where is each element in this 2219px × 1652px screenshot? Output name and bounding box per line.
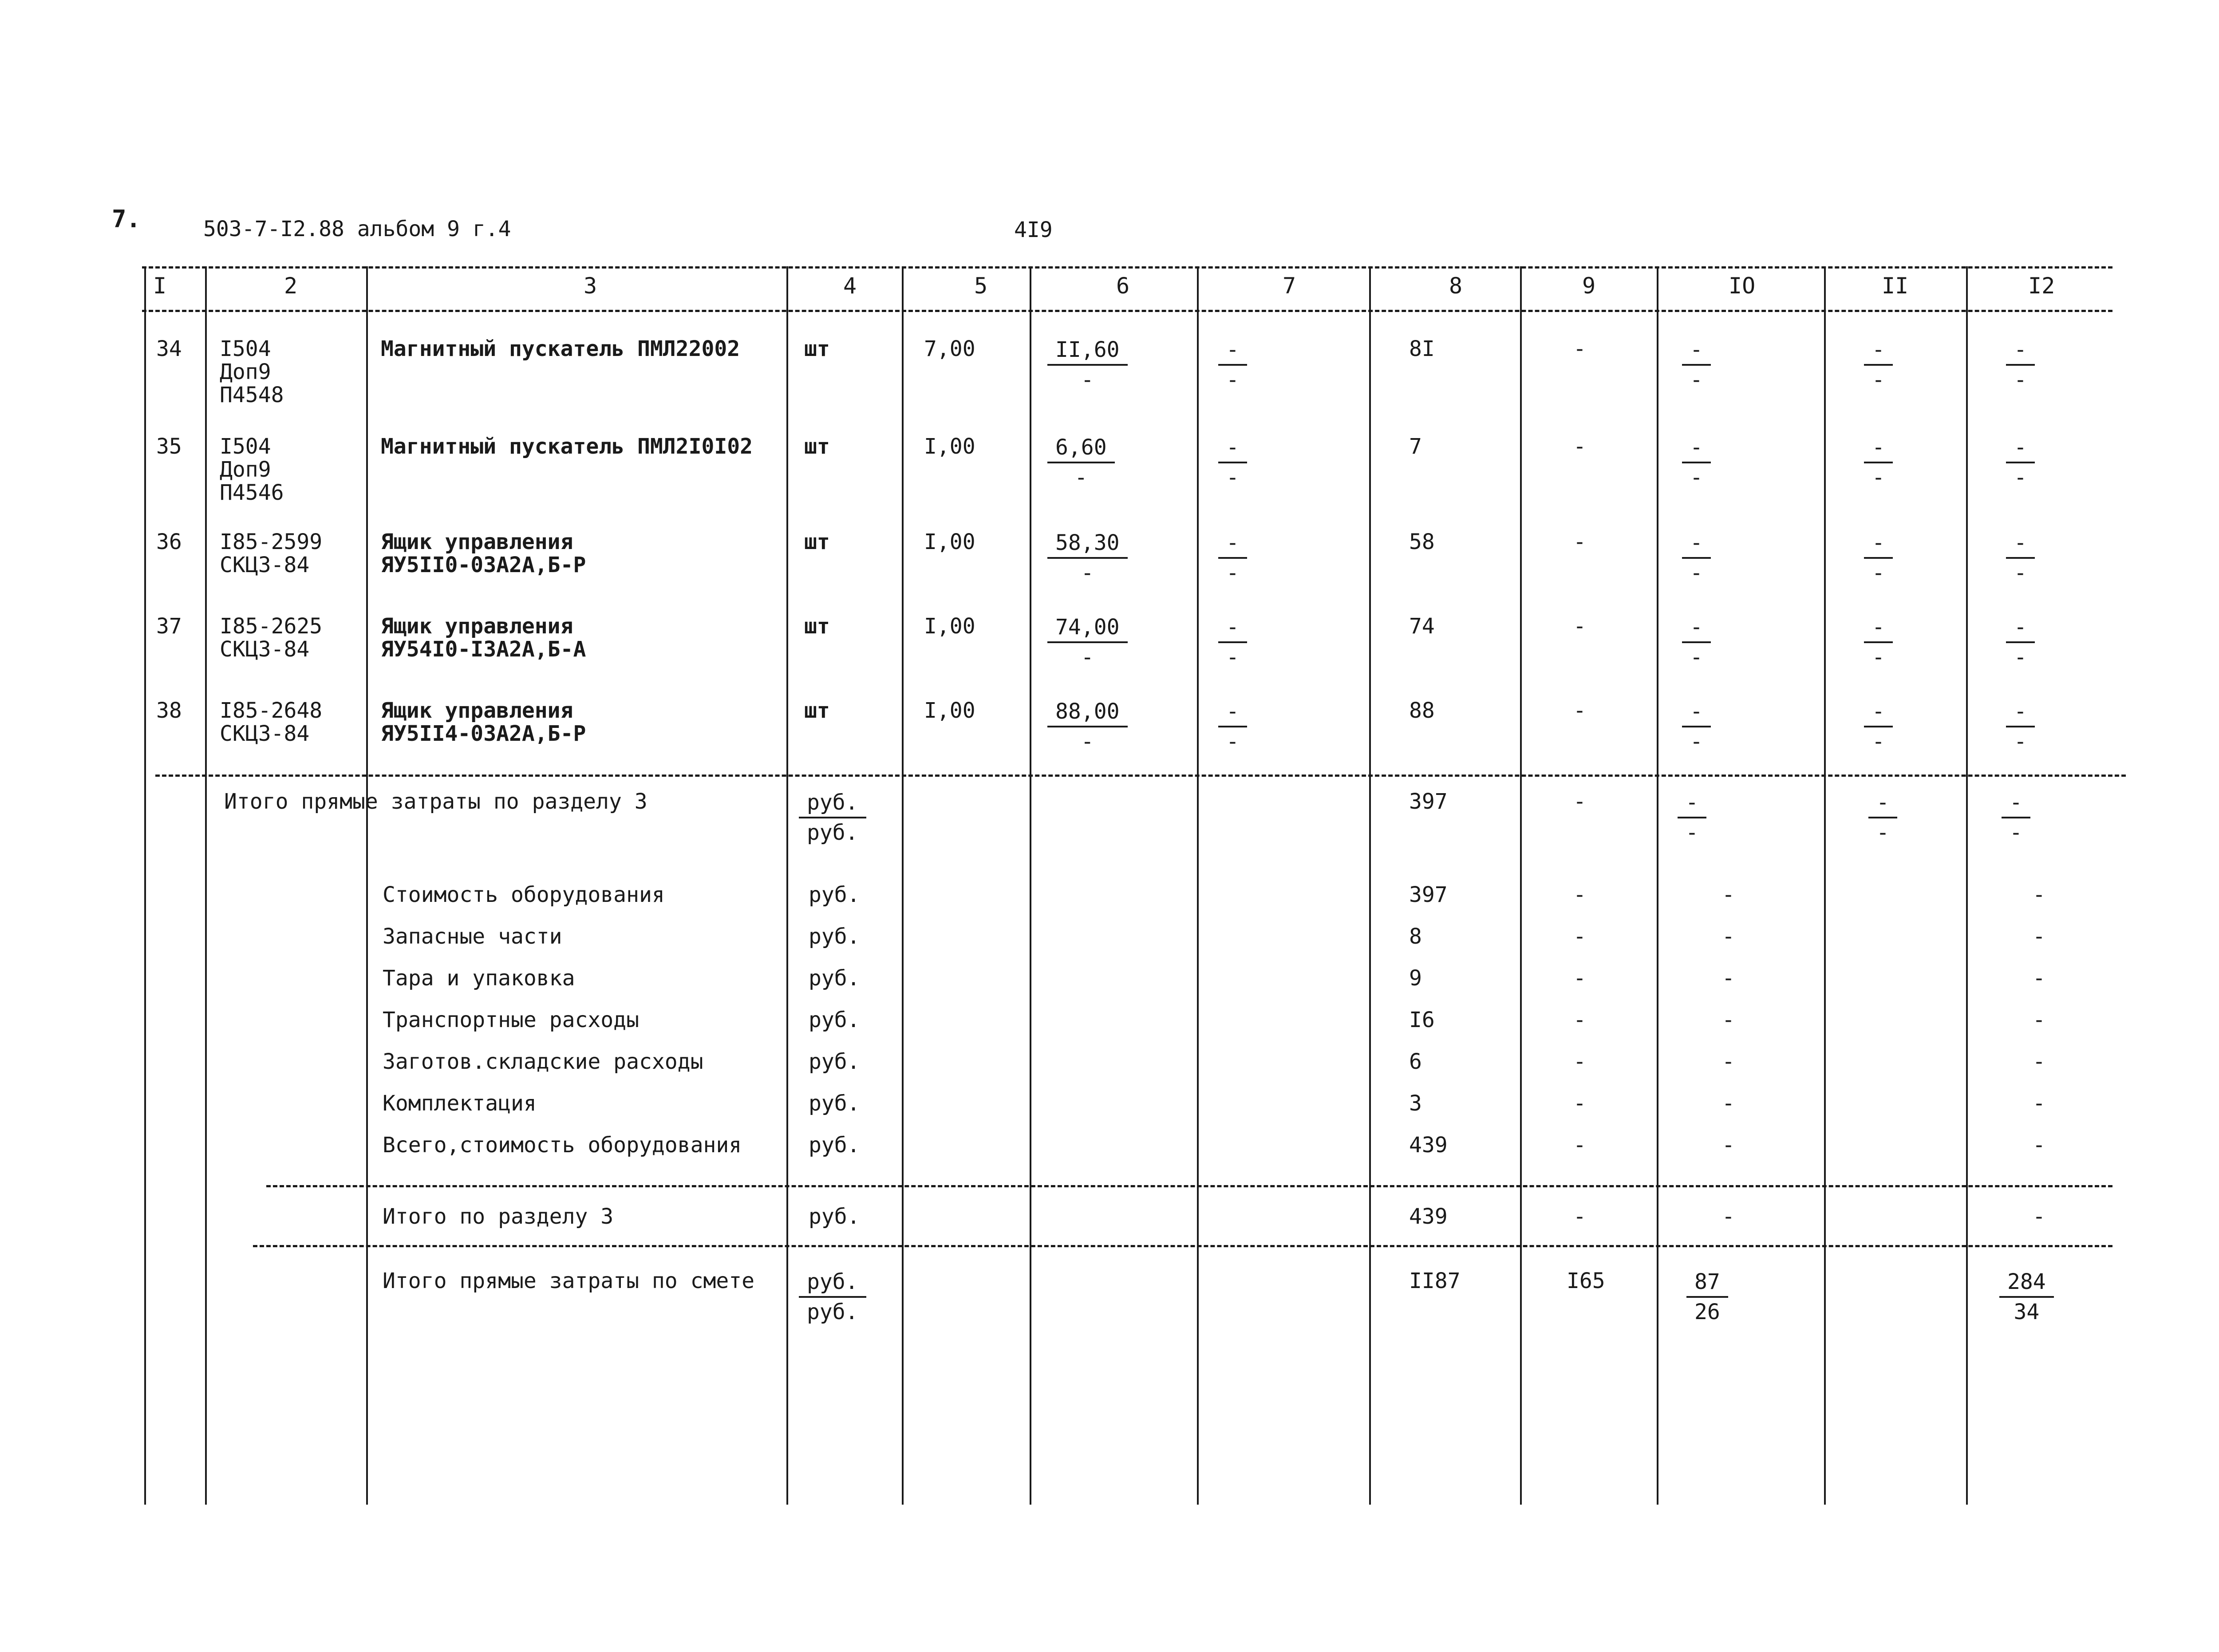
equipment-unit: руб. xyxy=(809,1133,860,1158)
row-c11-den: - xyxy=(1872,465,1885,490)
equipment-c10: - xyxy=(1722,882,1735,907)
row-c11 xyxy=(1864,337,1893,392)
row-c12-den: - xyxy=(2014,368,2027,392)
row-c8: 74 xyxy=(1409,614,1435,639)
col-border-10 xyxy=(1824,266,1826,1505)
column-header-1: I xyxy=(153,273,167,299)
page-mark: 7. xyxy=(112,205,141,233)
equipment-c9: - xyxy=(1573,1091,1586,1116)
section-total-unit: руб. xyxy=(809,1204,860,1229)
row-unit: шт xyxy=(804,698,830,723)
subtotal-c11-num: - xyxy=(1868,790,1897,818)
equipment-c8: 3 xyxy=(1409,1091,1422,1116)
row-c11-den: - xyxy=(1872,561,1885,585)
row-price-den: - xyxy=(1081,561,1094,585)
equipment-label: Комплектация xyxy=(383,1091,537,1116)
row-c7 xyxy=(1218,530,1247,585)
row-c9: - xyxy=(1573,434,1586,459)
subtotal-c12 xyxy=(2002,790,2030,845)
grand-total-c10-den: 26 xyxy=(1694,1300,1720,1324)
equipment-c12: - xyxy=(2033,924,2045,949)
row-c12-den: - xyxy=(2014,561,2027,585)
row-c8: 7 xyxy=(1409,434,1422,459)
row-price-den: - xyxy=(1081,729,1094,754)
row-price xyxy=(1047,337,1128,392)
subtotal-c11-den: - xyxy=(1876,820,1889,845)
row-c10 xyxy=(1682,699,1711,754)
row-c12-num: - xyxy=(2006,615,2035,643)
equipment-c8: I6 xyxy=(1409,1008,1435,1032)
row-c10 xyxy=(1682,435,1711,490)
row-price xyxy=(1047,435,1115,490)
row-c10 xyxy=(1682,615,1711,670)
equipment-c10: - xyxy=(1722,924,1735,949)
row-name: Ящик управления ЯУ5II4-03А2А,Б-Р xyxy=(381,698,586,746)
row-c11-num: - xyxy=(1864,337,1893,366)
equipment-label: Заготов.складские расходы xyxy=(383,1049,703,1074)
subtotal-c12-num: - xyxy=(2002,790,2030,818)
column-header-5: 5 xyxy=(974,273,988,299)
row-c11 xyxy=(1864,699,1893,754)
subtotal-c8: 397 xyxy=(1409,789,1448,814)
row-c12-num: - xyxy=(2006,435,2035,463)
equipment-c8: 397 xyxy=(1409,882,1448,907)
items-bottom-border xyxy=(155,775,2126,777)
row-price-num: 74,00 xyxy=(1047,615,1128,643)
row-c7-num: - xyxy=(1218,337,1247,366)
row-qty: I,00 xyxy=(924,698,975,723)
row-price-den: - xyxy=(1081,368,1094,392)
row-number: 35 xyxy=(156,434,182,459)
row-c7-num: - xyxy=(1218,435,1247,463)
subtotal-c9: - xyxy=(1573,789,1586,814)
row-c11-num: - xyxy=(1864,699,1893,727)
row-qty: I,00 xyxy=(924,614,975,639)
equipment-c10: - xyxy=(1722,1008,1735,1032)
grand-total-c12 xyxy=(1999,1269,2054,1324)
grand-total-c8: II87 xyxy=(1409,1269,1461,1293)
row-c11-num: - xyxy=(1864,615,1893,643)
row-c7 xyxy=(1218,699,1247,754)
subtotal-unit-den: руб. xyxy=(807,820,858,845)
row-c10-den: - xyxy=(1690,561,1703,585)
equipment-c12: - xyxy=(2033,1008,2045,1032)
row-price xyxy=(1047,699,1128,754)
equipment-c9: - xyxy=(1573,882,1586,907)
row-qty: 7,00 xyxy=(924,336,975,361)
row-c11 xyxy=(1864,530,1893,585)
grand-total-unit-num: руб. xyxy=(799,1269,866,1298)
equipment-unit: руб. xyxy=(809,966,860,991)
col-border-6 xyxy=(1197,266,1199,1505)
col-border-4 xyxy=(902,266,904,1505)
row-c10 xyxy=(1682,530,1711,585)
column-header-9: 9 xyxy=(1582,273,1596,299)
row-price-num: II,60 xyxy=(1047,337,1128,366)
col-border-2 xyxy=(366,266,368,1505)
col-border-9 xyxy=(1657,266,1658,1505)
row-price xyxy=(1047,615,1128,670)
row-c10-num: - xyxy=(1682,435,1711,463)
col-border-0 xyxy=(144,266,146,1505)
column-header-4: 4 xyxy=(843,273,857,299)
subtotal-c10-num: - xyxy=(1678,790,1706,818)
equipment-c9: - xyxy=(1573,966,1586,991)
section-total-bottom-border xyxy=(253,1245,2112,1247)
equipment-unit: руб. xyxy=(809,1049,860,1074)
header-bottom-border xyxy=(142,310,2112,312)
equipment-c10: - xyxy=(1722,1133,1735,1158)
column-header-2: 2 xyxy=(284,273,298,299)
row-name: Магнитный пускатель ПМЛ22002 xyxy=(381,336,740,361)
row-name: Ящик управления ЯУ5II0-03А2А,Б-Р xyxy=(381,530,586,577)
column-header-6: 6 xyxy=(1116,273,1130,299)
row-c10-num: - xyxy=(1682,530,1711,559)
equipment-unit: руб. xyxy=(809,924,860,949)
row-c9: - xyxy=(1573,336,1586,361)
section-total-c9: - xyxy=(1573,1204,1586,1229)
equipment-c8: 8 xyxy=(1409,924,1422,949)
column-header-8: 8 xyxy=(1449,273,1463,299)
row-price-num: 88,00 xyxy=(1047,699,1128,727)
subtotal-unit xyxy=(799,790,866,845)
row-unit: шт xyxy=(804,336,830,361)
equipment-c10: - xyxy=(1722,966,1735,991)
row-c12 xyxy=(2006,615,2035,670)
row-c9: - xyxy=(1573,530,1586,554)
row-qty: I,00 xyxy=(924,530,975,554)
col-border-3 xyxy=(786,266,788,1505)
row-c7-den: - xyxy=(1226,368,1239,392)
subtotal-c10 xyxy=(1678,790,1706,845)
column-header-11: II xyxy=(1882,273,1909,299)
row-c10 xyxy=(1682,337,1711,392)
row-c7-num: - xyxy=(1218,699,1247,727)
equipment-label: Транспортные расходы xyxy=(383,1008,639,1032)
row-number: 36 xyxy=(156,530,182,554)
row-c11 xyxy=(1864,615,1893,670)
grand-total-label: Итого прямые затраты по смете xyxy=(383,1269,755,1293)
row-c10-num: - xyxy=(1682,615,1711,643)
equipment-c12: - xyxy=(2033,1049,2045,1074)
subtotal-c10-den: - xyxy=(1686,820,1698,845)
row-unit: шт xyxy=(804,614,830,639)
row-c9: - xyxy=(1573,614,1586,639)
subtotal-c11 xyxy=(1868,790,1897,845)
row-c11-den: - xyxy=(1872,368,1885,392)
equipment-c9: - xyxy=(1573,1049,1586,1074)
row-c10-den: - xyxy=(1690,465,1703,490)
row-c7-den: - xyxy=(1226,729,1239,754)
document-reference: 503-7-I2.88 альбом 9 г.4 xyxy=(203,217,511,241)
row-code: I85-2648 СКЦ3-84 xyxy=(220,698,323,746)
row-code: I504 Доп9 П4548 xyxy=(220,336,284,407)
equipment-unit: руб. xyxy=(809,1008,860,1032)
row-code: I85-2625 СКЦ3-84 xyxy=(220,614,323,662)
grand-total-c10-num: 87 xyxy=(1686,1269,1728,1298)
row-c12-num: - xyxy=(2006,699,2035,727)
row-unit: шт xyxy=(804,530,830,554)
row-c12-num: - xyxy=(2006,530,2035,559)
equipment-c12: - xyxy=(2033,882,2045,907)
row-c12-den: - xyxy=(2014,645,2027,670)
row-c8: 88 xyxy=(1409,698,1435,723)
row-price xyxy=(1047,530,1128,585)
row-c7 xyxy=(1218,615,1247,670)
row-c10-num: - xyxy=(1682,699,1711,727)
equipment-label: Стоимость оборудования xyxy=(383,882,665,907)
row-c10-den: - xyxy=(1690,645,1703,670)
row-c7-num: - xyxy=(1218,530,1247,559)
row-qty: I,00 xyxy=(924,434,975,459)
row-code: I85-2599 СКЦ3-84 xyxy=(220,530,323,577)
row-c10-num: - xyxy=(1682,337,1711,366)
col-border-11 xyxy=(1966,266,1968,1505)
row-c10-den: - xyxy=(1690,368,1703,392)
row-c7-num: - xyxy=(1218,615,1247,643)
row-c7-den: - xyxy=(1226,561,1239,585)
row-c8: 8I xyxy=(1409,336,1435,361)
grand-total-c12-num: 284 xyxy=(1999,1269,2054,1298)
equipment-c10: - xyxy=(1722,1049,1735,1074)
page-number: 4I9 xyxy=(1014,217,1053,242)
row-c12-den: - xyxy=(2014,729,2027,754)
row-c12-num: - xyxy=(2006,337,2035,366)
equipment-bottom-border xyxy=(266,1185,2112,1187)
equipment-label: Тара и упаковка xyxy=(383,966,575,991)
col-border-8 xyxy=(1520,266,1522,1505)
row-unit: шт xyxy=(804,434,830,459)
column-header-7: 7 xyxy=(1283,273,1296,299)
row-price-num: 58,30 xyxy=(1047,530,1128,559)
grand-total-unit xyxy=(799,1269,866,1324)
equipment-c9: - xyxy=(1573,1008,1586,1032)
row-number: 34 xyxy=(156,336,182,361)
equipment-c10: - xyxy=(1722,1091,1735,1116)
row-c11-den: - xyxy=(1872,645,1885,670)
equipment-unit: руб. xyxy=(809,882,860,907)
row-number: 38 xyxy=(156,698,182,723)
section-total-c8: 439 xyxy=(1409,1204,1448,1229)
subtotal-unit-num: руб. xyxy=(799,790,866,818)
row-price-den: - xyxy=(1081,645,1094,670)
row-code: I504 Доп9 П4546 xyxy=(220,434,284,505)
row-c12 xyxy=(2006,530,2035,585)
grand-total-c10 xyxy=(1686,1269,1728,1324)
equipment-c12: - xyxy=(2033,1133,2045,1158)
column-header-10: IO xyxy=(1729,273,1756,299)
equipment-c12: - xyxy=(2033,1091,2045,1116)
column-header-12: I2 xyxy=(2028,273,2055,299)
grand-total-unit-den: руб. xyxy=(807,1300,858,1324)
equipment-label: Всего,стоимость оборудования xyxy=(383,1133,742,1158)
row-c12 xyxy=(2006,699,2035,754)
col-border-7 xyxy=(1369,266,1371,1505)
equipment-label: Запасные части xyxy=(383,924,562,949)
row-c12 xyxy=(2006,337,2035,392)
row-c7 xyxy=(1218,337,1247,392)
row-c11-num: - xyxy=(1864,530,1893,559)
equipment-c8: 6 xyxy=(1409,1049,1422,1074)
column-header-3: 3 xyxy=(584,273,597,299)
equipment-c12: - xyxy=(2033,966,2045,991)
row-name: Ящик управления ЯУ54I0-I3А2А,Б-А xyxy=(381,614,586,662)
col-border-1 xyxy=(205,266,207,1505)
section-total-label: Итого по разделу 3 xyxy=(383,1204,614,1229)
row-c7 xyxy=(1218,435,1247,490)
row-c12-den: - xyxy=(2014,465,2027,490)
equipment-c9: - xyxy=(1573,1133,1586,1158)
subtotal-label: Итого прямые затраты по разделу 3 xyxy=(224,789,648,814)
row-c9: - xyxy=(1573,698,1586,723)
row-c10-den: - xyxy=(1690,729,1703,754)
row-c11-den: - xyxy=(1872,729,1885,754)
row-c8: 58 xyxy=(1409,530,1435,554)
section-total-c10: - xyxy=(1722,1204,1735,1229)
equipment-c8: 439 xyxy=(1409,1133,1448,1158)
row-price-den: - xyxy=(1074,465,1088,490)
table-top-border xyxy=(142,266,2112,269)
row-price-num: 6,60 xyxy=(1047,435,1115,463)
grand-total-c12-den: 34 xyxy=(2014,1300,2040,1324)
subtotal-c12-den: - xyxy=(2010,820,2022,845)
row-number: 37 xyxy=(156,614,182,639)
row-c11 xyxy=(1864,435,1893,490)
row-c7-den: - xyxy=(1226,465,1239,490)
row-c11-num: - xyxy=(1864,435,1893,463)
row-name: Магнитный пускатель ПМЛ2I0I02 xyxy=(381,434,753,459)
col-border-5 xyxy=(1030,266,1031,1505)
equipment-c8: 9 xyxy=(1409,966,1422,991)
row-c7-den: - xyxy=(1226,645,1239,670)
row-c12 xyxy=(2006,435,2035,490)
equipment-c9: - xyxy=(1573,924,1586,949)
section-total-c12: - xyxy=(2033,1204,2045,1229)
equipment-unit: руб. xyxy=(809,1091,860,1116)
grand-total-c9: I65 xyxy=(1567,1269,1605,1293)
